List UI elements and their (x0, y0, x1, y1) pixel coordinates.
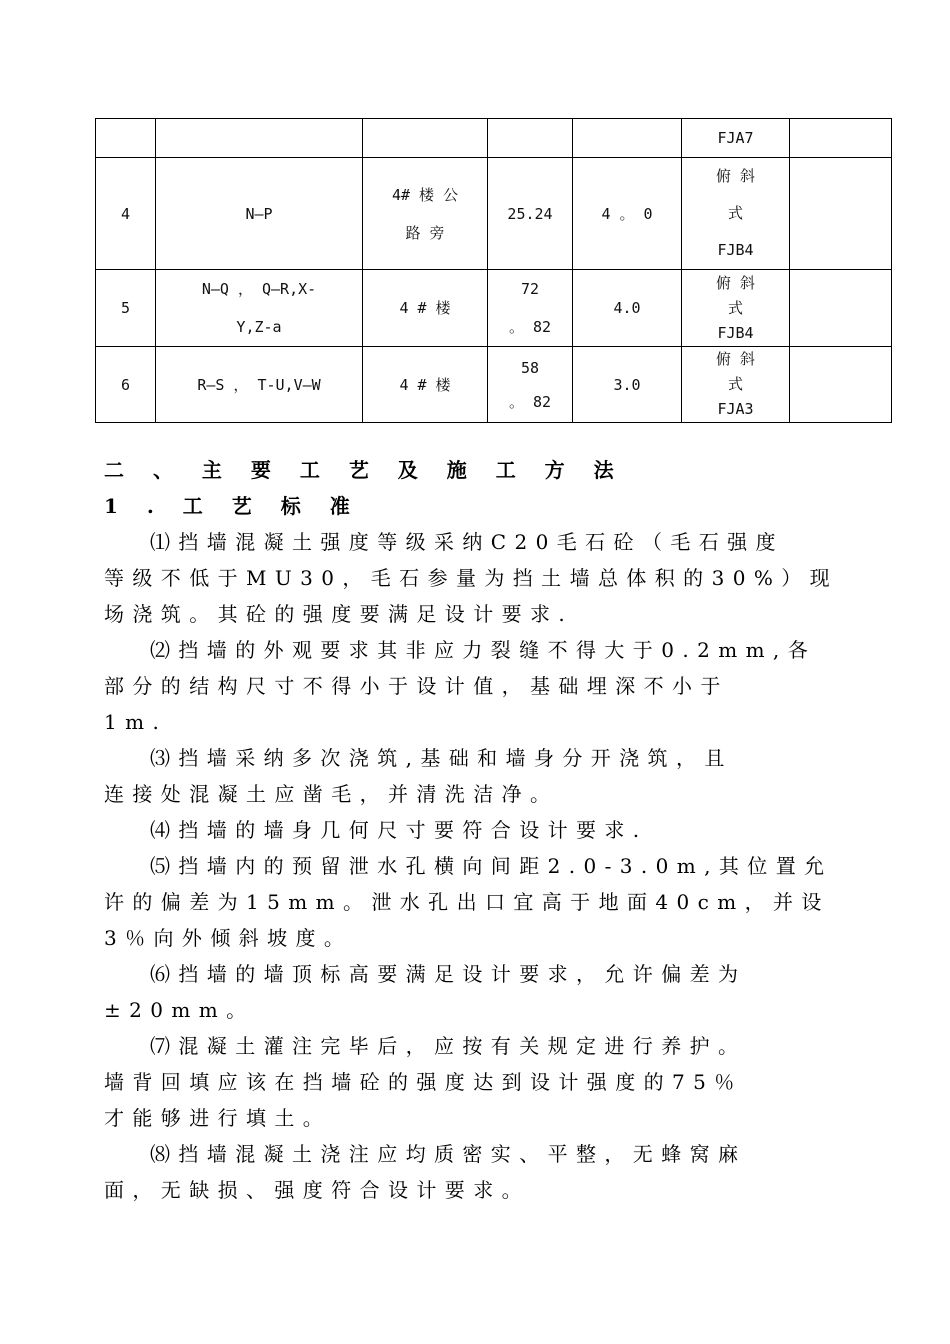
paragraph-line: ⑴挡墙混凝土强度等级采纳C20毛石砼（毛石强度 (150, 530, 784, 554)
cell-note (790, 347, 892, 423)
table-row (96, 270, 892, 347)
cell-no: 4 (96, 158, 156, 270)
paragraph-item (104, 812, 849, 848)
cell-form: 俯 斜 式 FJB4 (682, 270, 790, 347)
cell-height (573, 119, 682, 158)
cell-no (96, 119, 156, 158)
cell-form: 俯 斜 式 FJB4 (682, 158, 790, 270)
cell-height: 4 。 0 (573, 158, 682, 270)
document-body (104, 452, 849, 1208)
cell-length (488, 119, 573, 158)
cell-note (790, 119, 892, 158)
cell-range: N—P (156, 158, 363, 270)
table-row (96, 119, 892, 158)
paragraph-line: 连接处混凝土应凿毛，并清洗洁净。 (104, 782, 559, 806)
paragraph-line: 墙背回填应该在挡墙砼的强度达到设计强度的75％ (104, 1070, 743, 1094)
paragraph-line: ±20mm。 (104, 998, 255, 1022)
paragraph-item (104, 956, 849, 1028)
paragraph-line: 才能够进行填土。 (104, 1106, 332, 1130)
paragraph-item (104, 632, 849, 740)
paragraph-line: 3％向外倾斜坡度。 (104, 926, 353, 950)
paragraph-line: ⑹挡墙的墙顶标高要满足设计要求，允许偏差为 (150, 962, 747, 986)
retaining-wall-table (95, 118, 892, 423)
cell-length: 72 。 82 (488, 270, 573, 347)
paragraph-line: 许的偏差为15mm。泄水孔出口宜高于地面40cm，并设 (104, 890, 830, 914)
cell-height: 4.0 (573, 270, 682, 347)
cell-range: R—S ， T-U,V—W (156, 347, 363, 423)
table-body (96, 119, 892, 423)
paragraph-line: 等级不低于MU30，毛石参量为挡土墙总体积的30%）现 (104, 566, 839, 590)
paragraph-line: 1m. (104, 710, 168, 734)
paragraph-line: ⑶挡墙采纳多次浇筑,基础和墙身分开浇筑，且 (150, 746, 733, 770)
subsection-title: 1 . 工 艺 标 准 (104, 494, 361, 518)
paragraph-line: ⑵挡墙的外观要求其非应力裂缝不得大于0.2mm,各 (150, 638, 817, 662)
cell-no: 5 (96, 270, 156, 347)
section-title: 二 、 主 要 工 艺 及 施 工 方 法 (104, 458, 625, 482)
table-row (96, 347, 892, 423)
paragraph-item (104, 524, 849, 632)
cell-note (790, 158, 892, 270)
cell-length: 58 。 82 (488, 347, 573, 423)
cell-no: 6 (96, 347, 156, 423)
cell-height: 3.0 (573, 347, 682, 423)
cell-range: N—Q ， Q—R,X- Y,Z-a (156, 270, 363, 347)
paragraph-item (104, 848, 849, 956)
paragraph-line: ⑺混凝土灌注完毕后，应按有关规定进行养护。 (150, 1034, 747, 1058)
paragraph-line: 场浇筑。其砼的强度要满足设计要求. (104, 602, 574, 626)
cell-location: 4 # 楼 (363, 347, 488, 423)
paragraph-list (104, 524, 849, 1208)
cell-location (363, 119, 488, 158)
paragraph-line: 面，无缺损、强度符合设计要求。 (104, 1178, 530, 1202)
cell-length: 25.24 (488, 158, 573, 270)
paragraph-line: ⑻挡墙混凝土浇注应均质密实、平整，无蜂窝麻 (150, 1142, 747, 1166)
cell-location: 4 # 楼 (363, 270, 488, 347)
paragraph-line: ⑷挡墙的墙身几何尺寸要符合设计要求. (150, 818, 648, 842)
cell-form: 俯 斜 式 FJA3 (682, 347, 790, 423)
cell-range (156, 119, 363, 158)
cell-location: 4# 楼 公 路 旁 (363, 158, 488, 270)
cell-form: FJA7 (682, 119, 790, 158)
paragraph-item (104, 740, 849, 812)
paragraph-item (104, 1028, 849, 1136)
paragraph-item (104, 1136, 849, 1208)
paragraph-line: 部分的结构尺寸不得小于设计值，基础埋深不小于 (104, 674, 729, 698)
paragraph-line: ⑸挡墙内的预留泄水孔横向间距2.0-3.0m,其位置允 (150, 854, 833, 878)
table-row (96, 158, 892, 270)
cell-note (790, 270, 892, 347)
